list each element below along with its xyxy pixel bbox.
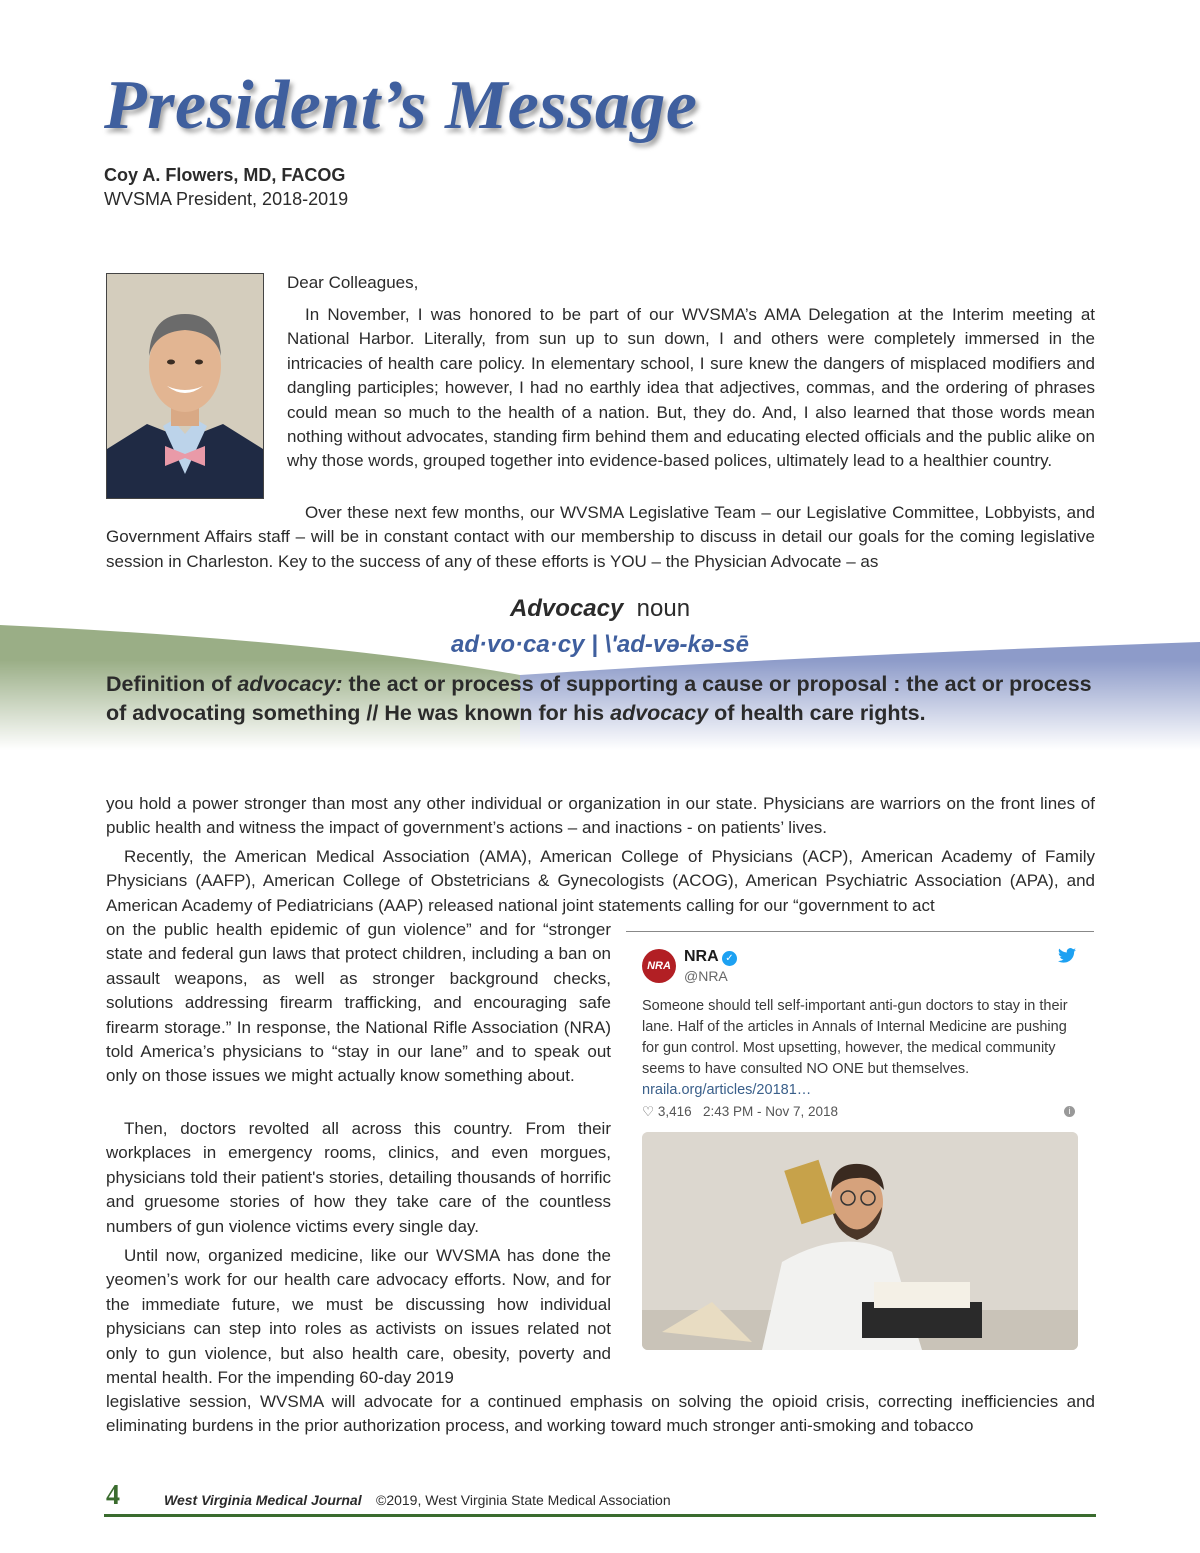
- tweet-link[interactable]: nraila.org/articles/20181…: [642, 1082, 812, 1098]
- twitter-bird-icon: [1058, 948, 1076, 968]
- author-photo: [106, 273, 264, 499]
- paragraph-6-cont: legislative session, WVSMA will advocate for a continued emphasis on solving the opioid crisis, correcting inefficiencies and eliminating burdens in the prior authorization process, and working toward much stronger anti-smoking and tobacco: [106, 1392, 1095, 1436]
- paragraph-2: Over these next few months, our WVSMA Legislative Team – our Legislative Committee, Lobbyists, and Government Affairs staff – will be in constant contact with our membership to discuss in detail our goals for the coming legislative session in Charleston. Key to the success of any of these efforts is YOU – the Physician Advocate – as: [106, 503, 1095, 571]
- advocacy-word: Advocacy: [509, 595, 624, 622]
- def-text-1: the act or process of supporting a cause or proposal : the act or process of advocating something // He was known for his: [106, 672, 1092, 725]
- paragraph-4: Recently, the American Medical Association (AMA), American College of Physicians (ACP), American Academy of Family Physicians (AAFP), American College of Obstetricians & Gynecologists (ACOG), American Psychiatric Association (APA), and American Academy of Pediatricians (AAP) released national joint statements calling for our “government to act: [106, 847, 1095, 915]
- verified-icon: ✓: [722, 951, 737, 966]
- salutation: Dear Colleagues,: [287, 273, 419, 292]
- info-icon[interactable]: i: [1064, 1106, 1075, 1117]
- def-term: advocacy:: [237, 672, 343, 696]
- journal-name: West Virginia Medical Journal: [164, 1492, 362, 1508]
- def-term-2: advocacy: [610, 701, 709, 725]
- author-role: WVSMA President, 2018-2019: [104, 189, 349, 209]
- advocacy-definition: [106, 670, 1096, 728]
- tweet-name: NRA: [684, 948, 719, 965]
- page-number: 4: [106, 1480, 120, 1511]
- page-title: President’s Message: [104, 67, 698, 144]
- paragraph-3: you hold a power stronger than most any other individual or organization in our state. Physicians are warriors on the front lines of public health and witness the impact of government’s actions – and inactions - on patients’ lives.: [106, 794, 1095, 838]
- tweet-likes: 3,416: [657, 1104, 692, 1119]
- author-name: Coy A. Flowers, MD, FACOG: [104, 165, 346, 185]
- tweet-image: [642, 1132, 1078, 1350]
- advocacy-pronunciation: ad·vo·ca·cy | \'ad-və-kə-sē: [451, 631, 749, 658]
- tweet-text: [642, 996, 1082, 1101]
- nra-logo: NRA: [642, 949, 676, 983]
- heart-icon[interactable]: ♡: [642, 1104, 655, 1119]
- paragraph-4-cont: on the public health epidemic of gun violence” and for “stronger state and federal gun laws that protect children, including a ban on assault weapons, as well as stronger background checks, solutions addressing firearm trafficking, and encouraging safe firearm storage.” In response, the National Rifle Association (NRA) told America’s physicians to “stay in our lane” and to speak out only on those issues we might actually know something about.: [106, 920, 611, 1086]
- advocacy-heading: [0, 595, 1200, 623]
- tweet-meta: [642, 1104, 838, 1120]
- advocacy-pos: noun: [636, 595, 691, 622]
- copyright: ©2019, West Virginia State Medical Association: [376, 1492, 671, 1508]
- tweet-time: 2:43 PM - Nov 7, 2018: [702, 1104, 839, 1119]
- paragraph-5: Then, doctors revolted all across this country. From their workplaces in emergency rooms, clinics, and even morgues, physicians told their patient's stories, detailing thousands of horrific and gruesome stories of how they take care of the countless numbers of gun violence victims every single day.: [106, 1119, 611, 1236]
- paragraph-6: Until now, organized medicine, like our WVSMA has done the yeomen’s work for our health care advocacy efforts. Now, and for the immediate future, we must be discussing how individual physicians can step into roles as activists on issues related not only to gun violence, but also health care, obesity, poverty and mental health. For the impending 60-day 2019: [106, 1246, 611, 1388]
- paragraph-1: In November, I was honored to be part of our WVSMA’s AMA Delegation at the Interim meeting at National Harbor. Literally, from sun up to sun down, I and others were completely immersed in the intricacies of health care policy. In elementary school, I sure knew the dangers of misplaced modifiers and dangling participles; however, I had no earthly idea that adjectives, commas, and the ordering of phrases could mean so much to the health of a nation. But, they do. And, I also learned that those words mean nothing without advocates, standing firm behind them and educating elected officials and the public alike on why those words, grouped together into evidence-based polices, ultimately lead to a healthier country.: [287, 305, 1095, 471]
- tweet-handle: @NRA: [684, 968, 728, 984]
- def-label: Definition of: [106, 672, 238, 696]
- def-text-2: of health care rights.: [708, 701, 926, 725]
- tweet-body: Someone should tell self-important anti-gun doctors to stay in their lane. Half of the articles in Annals of Internal Medicine are pushing for gun control. Most upsetting, however, the medical community seems to have consulted NO ONE but themselves.: [642, 998, 1068, 1077]
- footer-rule: [104, 1514, 1096, 1517]
- embedded-tweet: [626, 931, 1094, 1362]
